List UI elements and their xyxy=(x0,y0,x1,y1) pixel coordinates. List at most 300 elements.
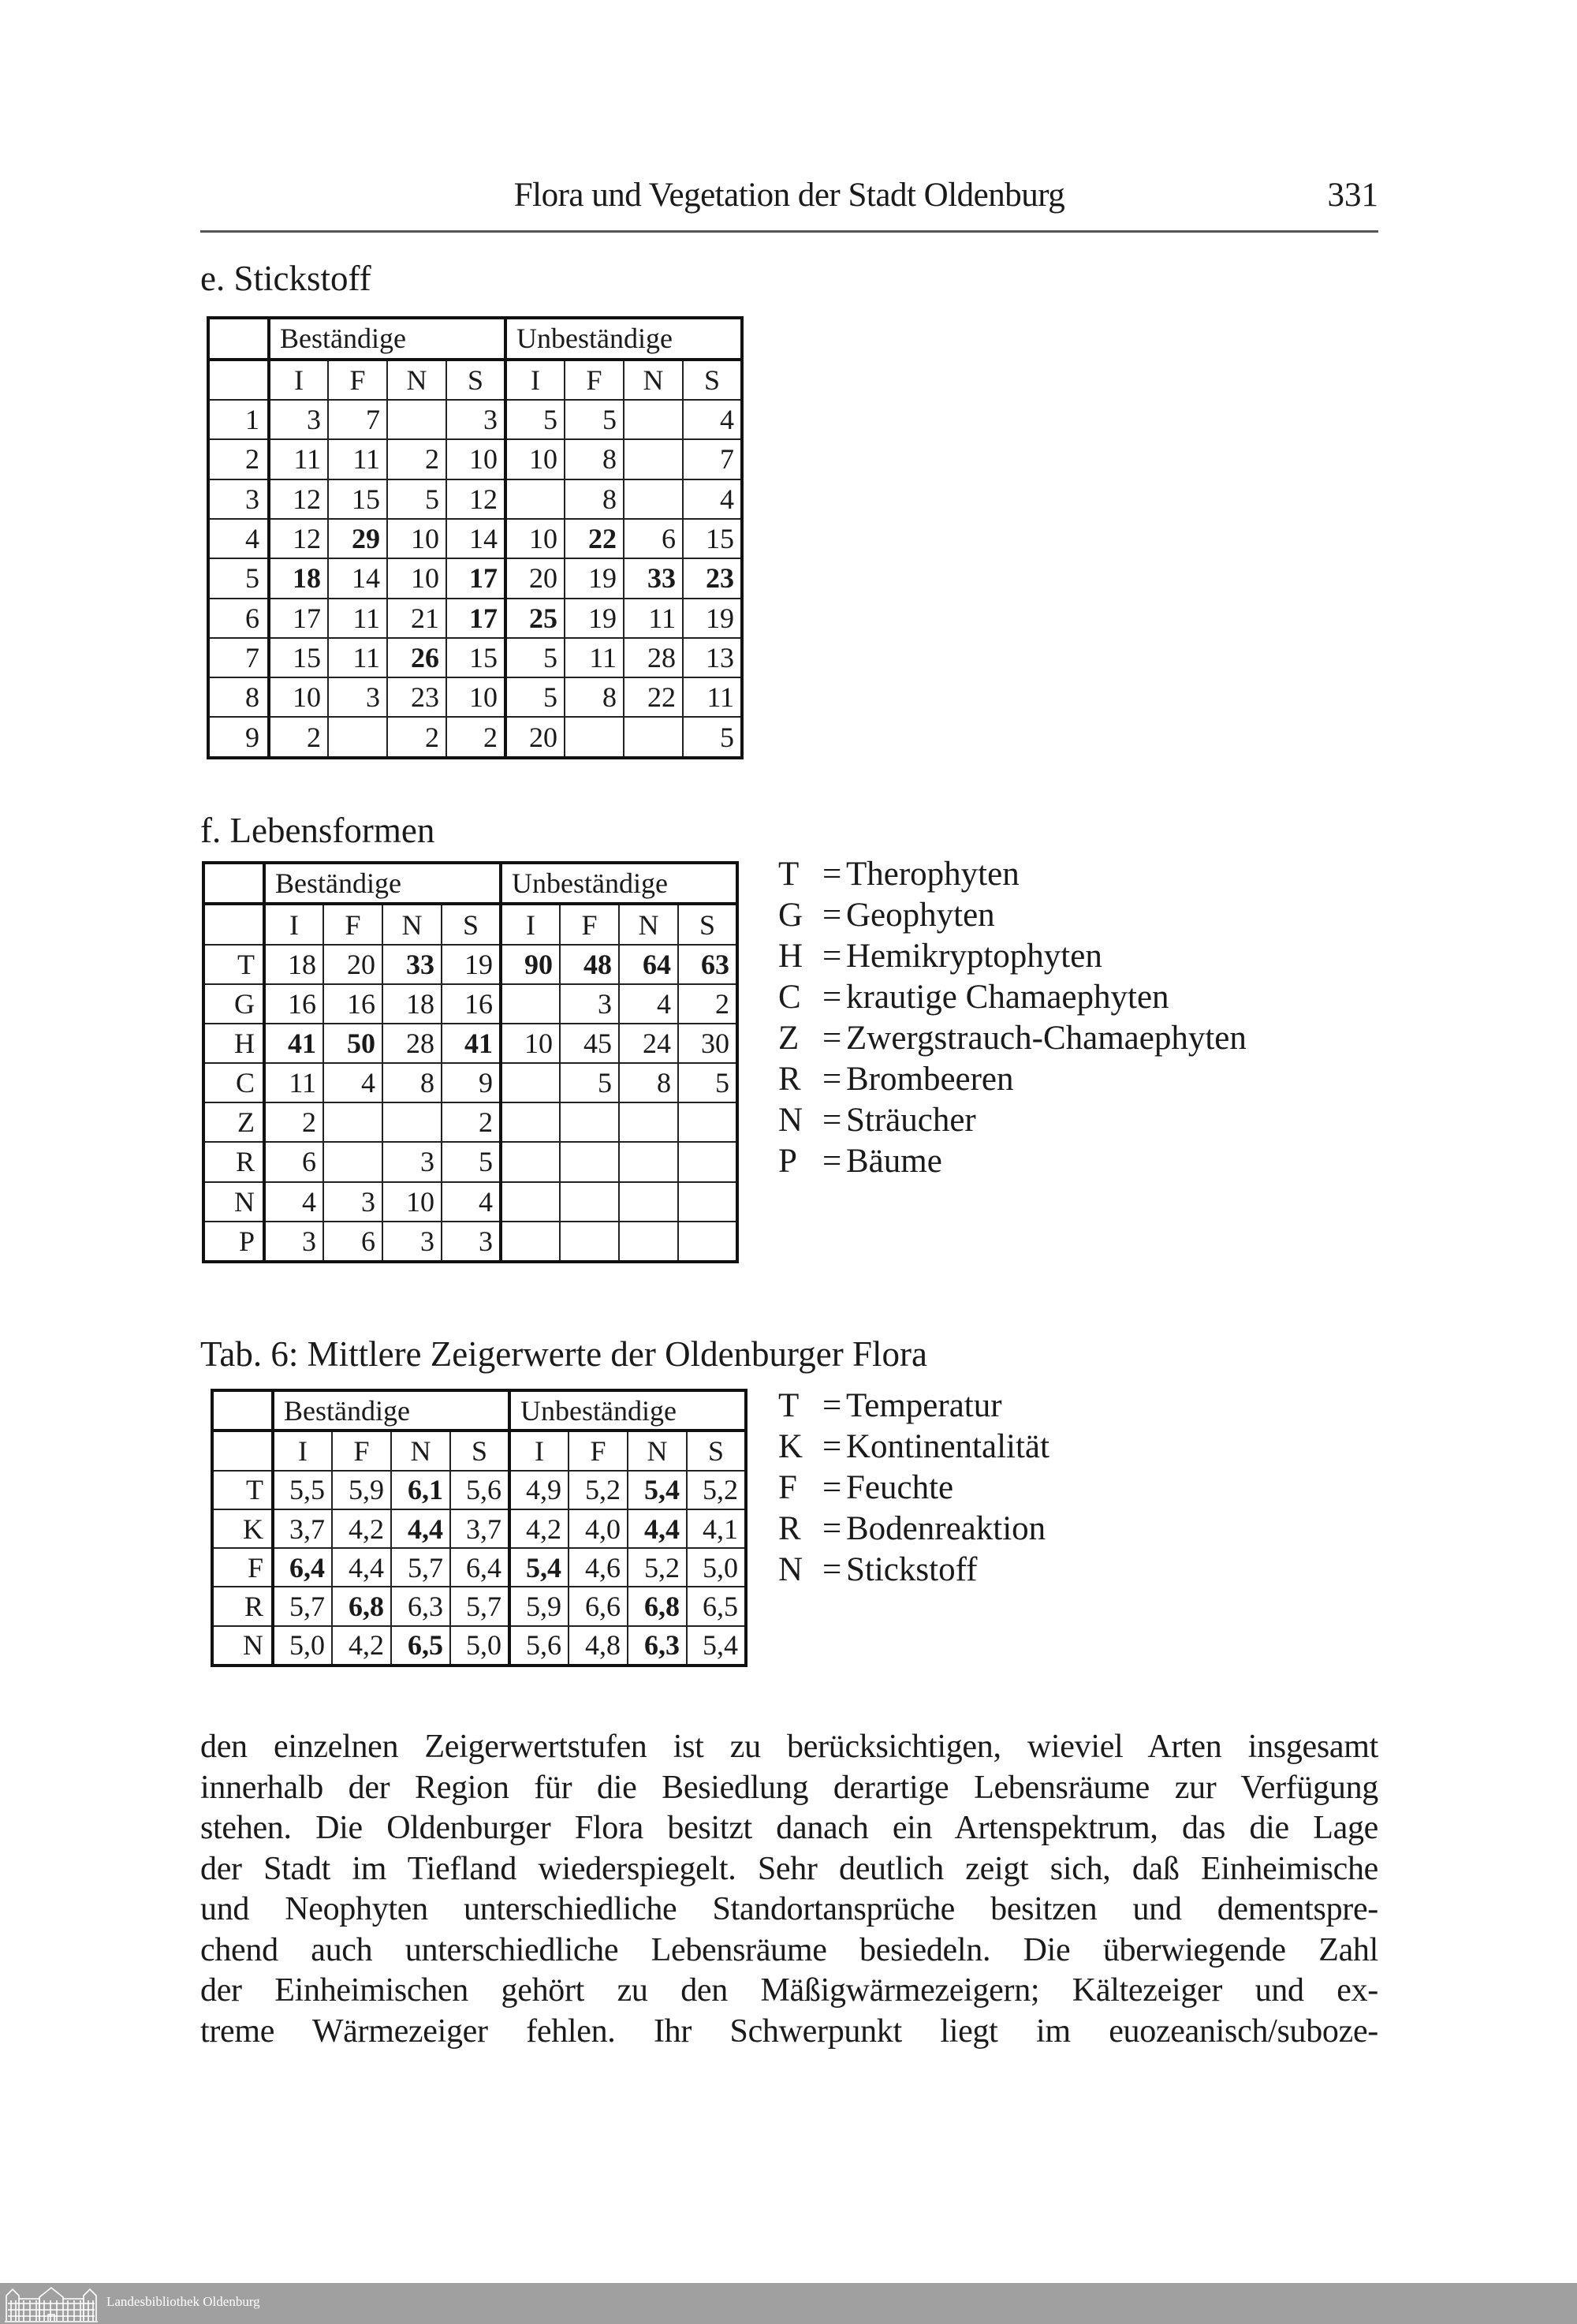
table-cell: 9 xyxy=(442,1063,501,1102)
table-cell: 5,2 xyxy=(569,1471,628,1509)
table-cell: 6,8 xyxy=(628,1587,687,1625)
table-cell: 13 xyxy=(683,638,742,677)
library-building-icon xyxy=(5,2286,98,2322)
table-cell: 7 xyxy=(683,439,742,479)
table-cell xyxy=(501,1182,560,1222)
legend-value: krautige Chamaephyten xyxy=(846,979,1169,1016)
column-header: S xyxy=(678,904,737,944)
legend-item xyxy=(778,1141,1247,1182)
legend-key: H xyxy=(778,938,803,975)
table-cell: 21 xyxy=(387,599,446,638)
corner-cell xyxy=(208,318,269,360)
table-cell: 6,4 xyxy=(450,1548,509,1587)
table-row xyxy=(208,519,742,558)
table-cell: 8 xyxy=(619,1063,678,1102)
row-label: 3 xyxy=(208,479,269,519)
table-cell: 16 xyxy=(442,984,501,1024)
legend-equals: = xyxy=(822,938,842,975)
table-cell: 3 xyxy=(269,400,328,439)
table-stickstoff xyxy=(207,316,744,759)
table-cell xyxy=(501,1102,560,1142)
column-header: S xyxy=(450,1431,509,1470)
table-row xyxy=(203,1063,737,1102)
table-row xyxy=(203,984,737,1024)
table-cell: 5,7 xyxy=(273,1587,332,1625)
table-cell: 5 xyxy=(505,638,565,677)
table-cell: 6,3 xyxy=(391,1587,450,1625)
table-cell: 6,1 xyxy=(391,1471,450,1509)
table-cell: 33 xyxy=(382,945,442,984)
table-cell: 12 xyxy=(269,519,328,558)
table-cell xyxy=(501,1222,560,1262)
row-label: Z xyxy=(203,1102,264,1142)
table-cell: 14 xyxy=(328,558,387,598)
row-label: H xyxy=(203,1024,264,1063)
table-cell: 2 xyxy=(446,717,505,758)
table-cell: 5 xyxy=(565,400,624,439)
table-cell xyxy=(619,1222,678,1262)
table-cell: 24 xyxy=(619,1024,678,1063)
corner-cell xyxy=(203,904,264,944)
legend-key: C xyxy=(778,979,801,1016)
table-cell: 5,4 xyxy=(509,1548,569,1587)
table-cell xyxy=(323,1142,382,1181)
column-header: F xyxy=(565,360,624,400)
table-cell: 10 xyxy=(269,677,328,717)
column-header: I xyxy=(505,360,565,400)
column-header: N xyxy=(628,1431,687,1470)
legend-equals: = xyxy=(822,856,842,893)
group-header-bestaendige: Beständige xyxy=(273,1390,509,1431)
table-cell: 8 xyxy=(565,479,624,519)
table-cell: 23 xyxy=(683,558,742,598)
column-header-row xyxy=(203,904,737,944)
table-cell: 23 xyxy=(387,677,446,717)
table-cell: 6,6 xyxy=(569,1587,628,1625)
table-cell: 5,0 xyxy=(273,1626,332,1666)
column-header: F xyxy=(328,360,387,400)
column-header: N xyxy=(391,1431,450,1470)
table-cell: 5 xyxy=(505,677,565,717)
body-text-line: innerhalb der Region für die Besiedlung derartige Lebensräume zur Verfügung xyxy=(200,1769,1378,1806)
body-text-line: stehen. Die Oldenburger Flora besitzt danach ein Artenspektrum, das die Lage xyxy=(200,1810,1378,1846)
legend-equals: = xyxy=(822,897,842,934)
table-cell: 45 xyxy=(560,1024,619,1063)
table-cell: 22 xyxy=(624,677,683,717)
table-cell: 3 xyxy=(264,1222,323,1262)
legend-item xyxy=(778,1386,1049,1427)
table-cell: 4 xyxy=(442,1182,501,1222)
table-cell xyxy=(501,984,560,1024)
legend-equals: = xyxy=(822,1061,842,1098)
group-header-row xyxy=(208,318,742,360)
table-row xyxy=(212,1471,746,1509)
table-cell: 17 xyxy=(446,599,505,638)
table-cell: 3 xyxy=(442,1222,501,1262)
table-cell xyxy=(624,439,683,479)
table-cell: 15 xyxy=(683,519,742,558)
table-cell: 4 xyxy=(619,984,678,1024)
table-cell: 10 xyxy=(387,558,446,598)
legend-equals: = xyxy=(822,1551,842,1588)
body-text-line: chend auch unterschiedliche Lebensräume besiedeln. Die überwiegende Zahl xyxy=(200,1931,1378,1968)
table-cell: 10 xyxy=(505,519,565,558)
body-text-line: treme Wärmezeiger fehlen. Ihr Schwerpunkt liegt im euozeanisch/suboze- xyxy=(200,2013,1378,2050)
legend-key: R xyxy=(778,1061,801,1098)
row-label: 9 xyxy=(208,717,269,758)
row-label: 7 xyxy=(208,638,269,677)
table-cell: 10 xyxy=(446,439,505,479)
table-row xyxy=(208,638,742,677)
legend-item xyxy=(778,977,1247,1018)
column-header: S xyxy=(687,1431,746,1470)
table-cell xyxy=(382,1102,442,1142)
legend-equals: = xyxy=(822,1020,842,1057)
table-cell xyxy=(560,1182,619,1222)
row-label: 5 xyxy=(208,558,269,598)
table-cell: 5,2 xyxy=(687,1471,746,1509)
column-header: S xyxy=(442,904,501,944)
column-header: I xyxy=(509,1431,569,1470)
table-cell: 4,2 xyxy=(332,1626,391,1666)
section-title-stickstoff: e. Stickstoff xyxy=(200,259,371,298)
table-cell xyxy=(328,717,387,758)
table-cell: 18 xyxy=(382,984,442,1024)
table-cell: 2 xyxy=(387,439,446,479)
row-label: P xyxy=(203,1222,264,1262)
table-cell: 5 xyxy=(505,400,565,439)
table-cell: 5,2 xyxy=(628,1548,687,1587)
table-cell: 5,6 xyxy=(450,1471,509,1509)
table-cell xyxy=(624,479,683,519)
table-cell: 8 xyxy=(382,1063,442,1102)
row-label: R xyxy=(212,1587,273,1625)
group-header-unbestaendige: Unbeständige xyxy=(501,863,737,904)
legend-key: Z xyxy=(778,1020,800,1057)
group-header-bestaendige: Beständige xyxy=(269,318,505,360)
column-header-row xyxy=(212,1431,746,1470)
table-cell: 6,5 xyxy=(391,1626,450,1666)
column-header: S xyxy=(446,360,505,400)
table-cell: 8 xyxy=(565,439,624,479)
table-cell: 4 xyxy=(264,1182,323,1222)
table-cell xyxy=(387,400,446,439)
table-cell: 90 xyxy=(501,945,560,984)
table-cell xyxy=(560,1102,619,1142)
legend-value: Temperatur xyxy=(846,1387,1002,1424)
table-cell: 28 xyxy=(624,638,683,677)
row-label: T xyxy=(212,1471,273,1509)
table-cell: 5,9 xyxy=(332,1471,391,1509)
table-cell: 63 xyxy=(678,945,737,984)
column-header: N xyxy=(624,360,683,400)
legend-value: Sträucher xyxy=(846,1102,976,1139)
legend-value: Bäume xyxy=(846,1143,942,1180)
section-title-lebensformen: f. Lebensformen xyxy=(200,811,435,850)
legend-value: Bodenreaktion xyxy=(846,1510,1046,1547)
legend-value: Stickstoff xyxy=(846,1551,978,1588)
table-cell: 5,5 xyxy=(273,1471,332,1509)
table-cell xyxy=(619,1182,678,1222)
table-cell: 15 xyxy=(269,638,328,677)
table-row xyxy=(203,945,737,984)
table-cell: 30 xyxy=(678,1024,737,1063)
table-cell xyxy=(505,479,565,519)
legend-equals: = xyxy=(822,1102,842,1139)
table-row xyxy=(203,1182,737,1222)
table-cell: 28 xyxy=(382,1024,442,1063)
table-cell: 6 xyxy=(323,1222,382,1262)
legend-value: Zwergstrauch-Chamaephyten xyxy=(846,1020,1247,1057)
table-cell: 4,4 xyxy=(332,1548,391,1587)
column-header: I xyxy=(273,1431,332,1470)
table-cell: 26 xyxy=(387,638,446,677)
table-cell xyxy=(323,1102,382,1142)
table-6-caption: Tab. 6: Mittlere Zeigerwerte der Oldenburger Flora xyxy=(200,1334,927,1374)
legend-key: K xyxy=(778,1428,803,1465)
table-cell: 5,7 xyxy=(450,1587,509,1625)
column-header-row xyxy=(208,360,742,400)
table-cell: 14 xyxy=(446,519,505,558)
legend-value: Therophyten xyxy=(846,856,1020,893)
table-row xyxy=(203,1222,737,1262)
table-cell: 16 xyxy=(323,984,382,1024)
table-row xyxy=(212,1587,746,1625)
table-cell: 2 xyxy=(387,717,446,758)
table-cell: 17 xyxy=(269,599,328,638)
table-cell: 25 xyxy=(505,599,565,638)
table-cell: 2 xyxy=(678,984,737,1024)
table-cell: 5,4 xyxy=(628,1471,687,1509)
table-cell: 33 xyxy=(624,558,683,598)
corner-cell xyxy=(208,360,269,400)
table-cell: 2 xyxy=(264,1102,323,1142)
table-cell: 12 xyxy=(446,479,505,519)
legend-item xyxy=(778,1018,1247,1059)
table-cell: 4,8 xyxy=(569,1626,628,1666)
legend-zeigerwerte xyxy=(778,1386,1049,1591)
table-cell: 4 xyxy=(683,479,742,519)
table-cell: 4,9 xyxy=(509,1471,569,1509)
legend-item xyxy=(778,1427,1049,1468)
table-row xyxy=(208,558,742,598)
table-cell: 2 xyxy=(442,1102,501,1142)
group-header-row xyxy=(212,1390,746,1431)
legend-key: F xyxy=(778,1469,797,1506)
table-cell: 11 xyxy=(624,599,683,638)
table-cell: 11 xyxy=(328,439,387,479)
table-cell: 4,2 xyxy=(509,1509,569,1548)
table-cell: 18 xyxy=(264,945,323,984)
running-head xyxy=(200,172,1378,219)
footer-bar xyxy=(0,2283,1577,2324)
legend-equals: = xyxy=(822,1387,842,1424)
group-header-unbestaendige: Unbeständige xyxy=(509,1390,746,1431)
legend-key: T xyxy=(778,856,800,893)
table-cell: 10 xyxy=(505,439,565,479)
table-cell: 3 xyxy=(382,1142,442,1181)
table-cell: 8 xyxy=(565,677,624,717)
legend-item xyxy=(778,1100,1247,1141)
table-cell: 5,4 xyxy=(687,1626,746,1666)
table-cell xyxy=(624,717,683,758)
table-cell: 12 xyxy=(269,479,328,519)
body-paragraph xyxy=(200,1727,1378,2052)
table-cell: 50 xyxy=(323,1024,382,1063)
table-cell: 6,3 xyxy=(628,1626,687,1666)
table-cell: 19 xyxy=(683,599,742,638)
table-cell: 4,4 xyxy=(391,1509,450,1548)
table-row xyxy=(212,1548,746,1587)
legend-key: P xyxy=(778,1143,797,1180)
legend-key: N xyxy=(778,1551,803,1588)
table-cell: 11 xyxy=(264,1063,323,1102)
row-label: K xyxy=(212,1509,273,1548)
legend-equals: = xyxy=(822,1428,842,1465)
table-cell: 5,9 xyxy=(509,1587,569,1625)
table-cell xyxy=(619,1142,678,1181)
group-header-bestaendige: Beständige xyxy=(264,863,501,904)
legend-value: Brombeeren xyxy=(846,1061,1014,1098)
table-cell: 41 xyxy=(264,1024,323,1063)
table-cell: 20 xyxy=(505,558,565,598)
table-row xyxy=(203,1102,737,1142)
legend-item xyxy=(778,1509,1049,1550)
table-cell: 3 xyxy=(323,1182,382,1222)
table-cell: 19 xyxy=(442,945,501,984)
table-cell: 5 xyxy=(683,717,742,758)
table-cell: 5,0 xyxy=(687,1548,746,1587)
table-cell: 3 xyxy=(382,1222,442,1262)
table-cell xyxy=(678,1102,737,1142)
table-cell: 5 xyxy=(560,1063,619,1102)
corner-cell xyxy=(212,1431,273,1470)
table-cell: 15 xyxy=(446,638,505,677)
row-label: N xyxy=(203,1182,264,1222)
page-number: 331 xyxy=(1327,177,1378,214)
legend-value: Feuchte xyxy=(846,1469,954,1506)
table-cell: 11 xyxy=(328,638,387,677)
table-cell: 41 xyxy=(442,1024,501,1063)
legend-item xyxy=(778,1550,1049,1591)
table-cell: 6,5 xyxy=(687,1587,746,1625)
body-text-line: der Stadt im Tiefland wiederspiegelt. Sehr deutlich zeigt sich, daß Einheimische xyxy=(200,1850,1378,1887)
table-cell: 5,6 xyxy=(509,1626,569,1666)
row-label: R xyxy=(203,1142,264,1181)
row-label: 1 xyxy=(208,400,269,439)
table-cell: 20 xyxy=(323,945,382,984)
column-header: N xyxy=(382,904,442,944)
table-cell: 16 xyxy=(264,984,323,1024)
table-cell: 4,6 xyxy=(569,1548,628,1587)
table-row xyxy=(208,677,742,717)
legend-item xyxy=(778,1059,1247,1100)
table-cell xyxy=(619,1102,678,1142)
column-header: F xyxy=(332,1431,391,1470)
row-label: F xyxy=(212,1548,273,1587)
table-cell: 6,8 xyxy=(332,1587,391,1625)
table-cell: 7 xyxy=(328,400,387,439)
legend-equals: = xyxy=(822,1510,842,1547)
row-label: 8 xyxy=(208,677,269,717)
table-cell: 10 xyxy=(501,1024,560,1063)
row-label: 4 xyxy=(208,519,269,558)
row-label: C xyxy=(203,1063,264,1102)
table-cell: 10 xyxy=(446,677,505,717)
table-cell: 2 xyxy=(269,717,328,758)
table-cell: 5,7 xyxy=(391,1548,450,1587)
table-row xyxy=(212,1626,746,1666)
column-header: I xyxy=(501,904,560,944)
table-cell: 4,0 xyxy=(569,1509,628,1548)
table-cell: 5,0 xyxy=(450,1626,509,1666)
table-cell: 5 xyxy=(387,479,446,519)
table-row xyxy=(208,439,742,479)
row-label: 6 xyxy=(208,599,269,638)
table-cell: 4,2 xyxy=(332,1509,391,1548)
table-cell xyxy=(501,1063,560,1102)
table-cell xyxy=(560,1222,619,1262)
table-cell xyxy=(678,1142,737,1181)
table-cell: 11 xyxy=(565,638,624,677)
column-header: F xyxy=(560,904,619,944)
table-cell: 15 xyxy=(328,479,387,519)
legend-lebensformen xyxy=(778,854,1247,1182)
table-cell: 29 xyxy=(328,519,387,558)
header-rule xyxy=(200,230,1378,233)
legend-item xyxy=(778,895,1247,936)
row-label: N xyxy=(212,1626,273,1666)
row-label: T xyxy=(203,945,264,984)
group-header-row xyxy=(203,863,737,904)
table-row xyxy=(203,1142,737,1181)
running-title: Flora und Vegetation der Stadt Oldenburg xyxy=(513,177,1065,214)
table-cell: 48 xyxy=(560,945,619,984)
column-header: N xyxy=(387,360,446,400)
table-cell xyxy=(560,1142,619,1181)
table-cell: 4,4 xyxy=(628,1509,687,1548)
body-text-line: der Einheimischen gehört zu den Mäßigwärmezeigern; Kältezeiger und ex- xyxy=(200,1972,1378,2009)
corner-cell xyxy=(203,863,264,904)
legend-key: T xyxy=(778,1387,800,1424)
legend-item xyxy=(778,1468,1049,1509)
table-cell: 6 xyxy=(264,1142,323,1181)
table-cell: 5 xyxy=(678,1063,737,1102)
table-row xyxy=(203,1024,737,1063)
column-header: I xyxy=(269,360,328,400)
table-mittlere-zeigerwerte xyxy=(211,1389,747,1667)
legend-item xyxy=(778,936,1247,977)
table-cell: 3 xyxy=(560,984,619,1024)
column-header: F xyxy=(323,904,382,944)
table-cell: 6,4 xyxy=(273,1548,332,1587)
table-cell xyxy=(565,717,624,758)
column-header: I xyxy=(264,904,323,944)
table-cell xyxy=(678,1222,737,1262)
table-row xyxy=(208,479,742,519)
body-text-line: den einzelnen Zeigerwertstufen ist zu berücksichtigen, wieviel Arten insgesamt xyxy=(200,1729,1378,1765)
table-cell: 10 xyxy=(382,1182,442,1222)
row-label: 2 xyxy=(208,439,269,479)
legend-equals: = xyxy=(822,1469,842,1506)
table-cell: 11 xyxy=(328,599,387,638)
table-cell: 17 xyxy=(446,558,505,598)
legend-value: Kontinentalität xyxy=(846,1428,1049,1465)
table-cell: 19 xyxy=(565,558,624,598)
table-row xyxy=(208,400,742,439)
table-cell xyxy=(678,1182,737,1222)
table-cell: 3 xyxy=(328,677,387,717)
